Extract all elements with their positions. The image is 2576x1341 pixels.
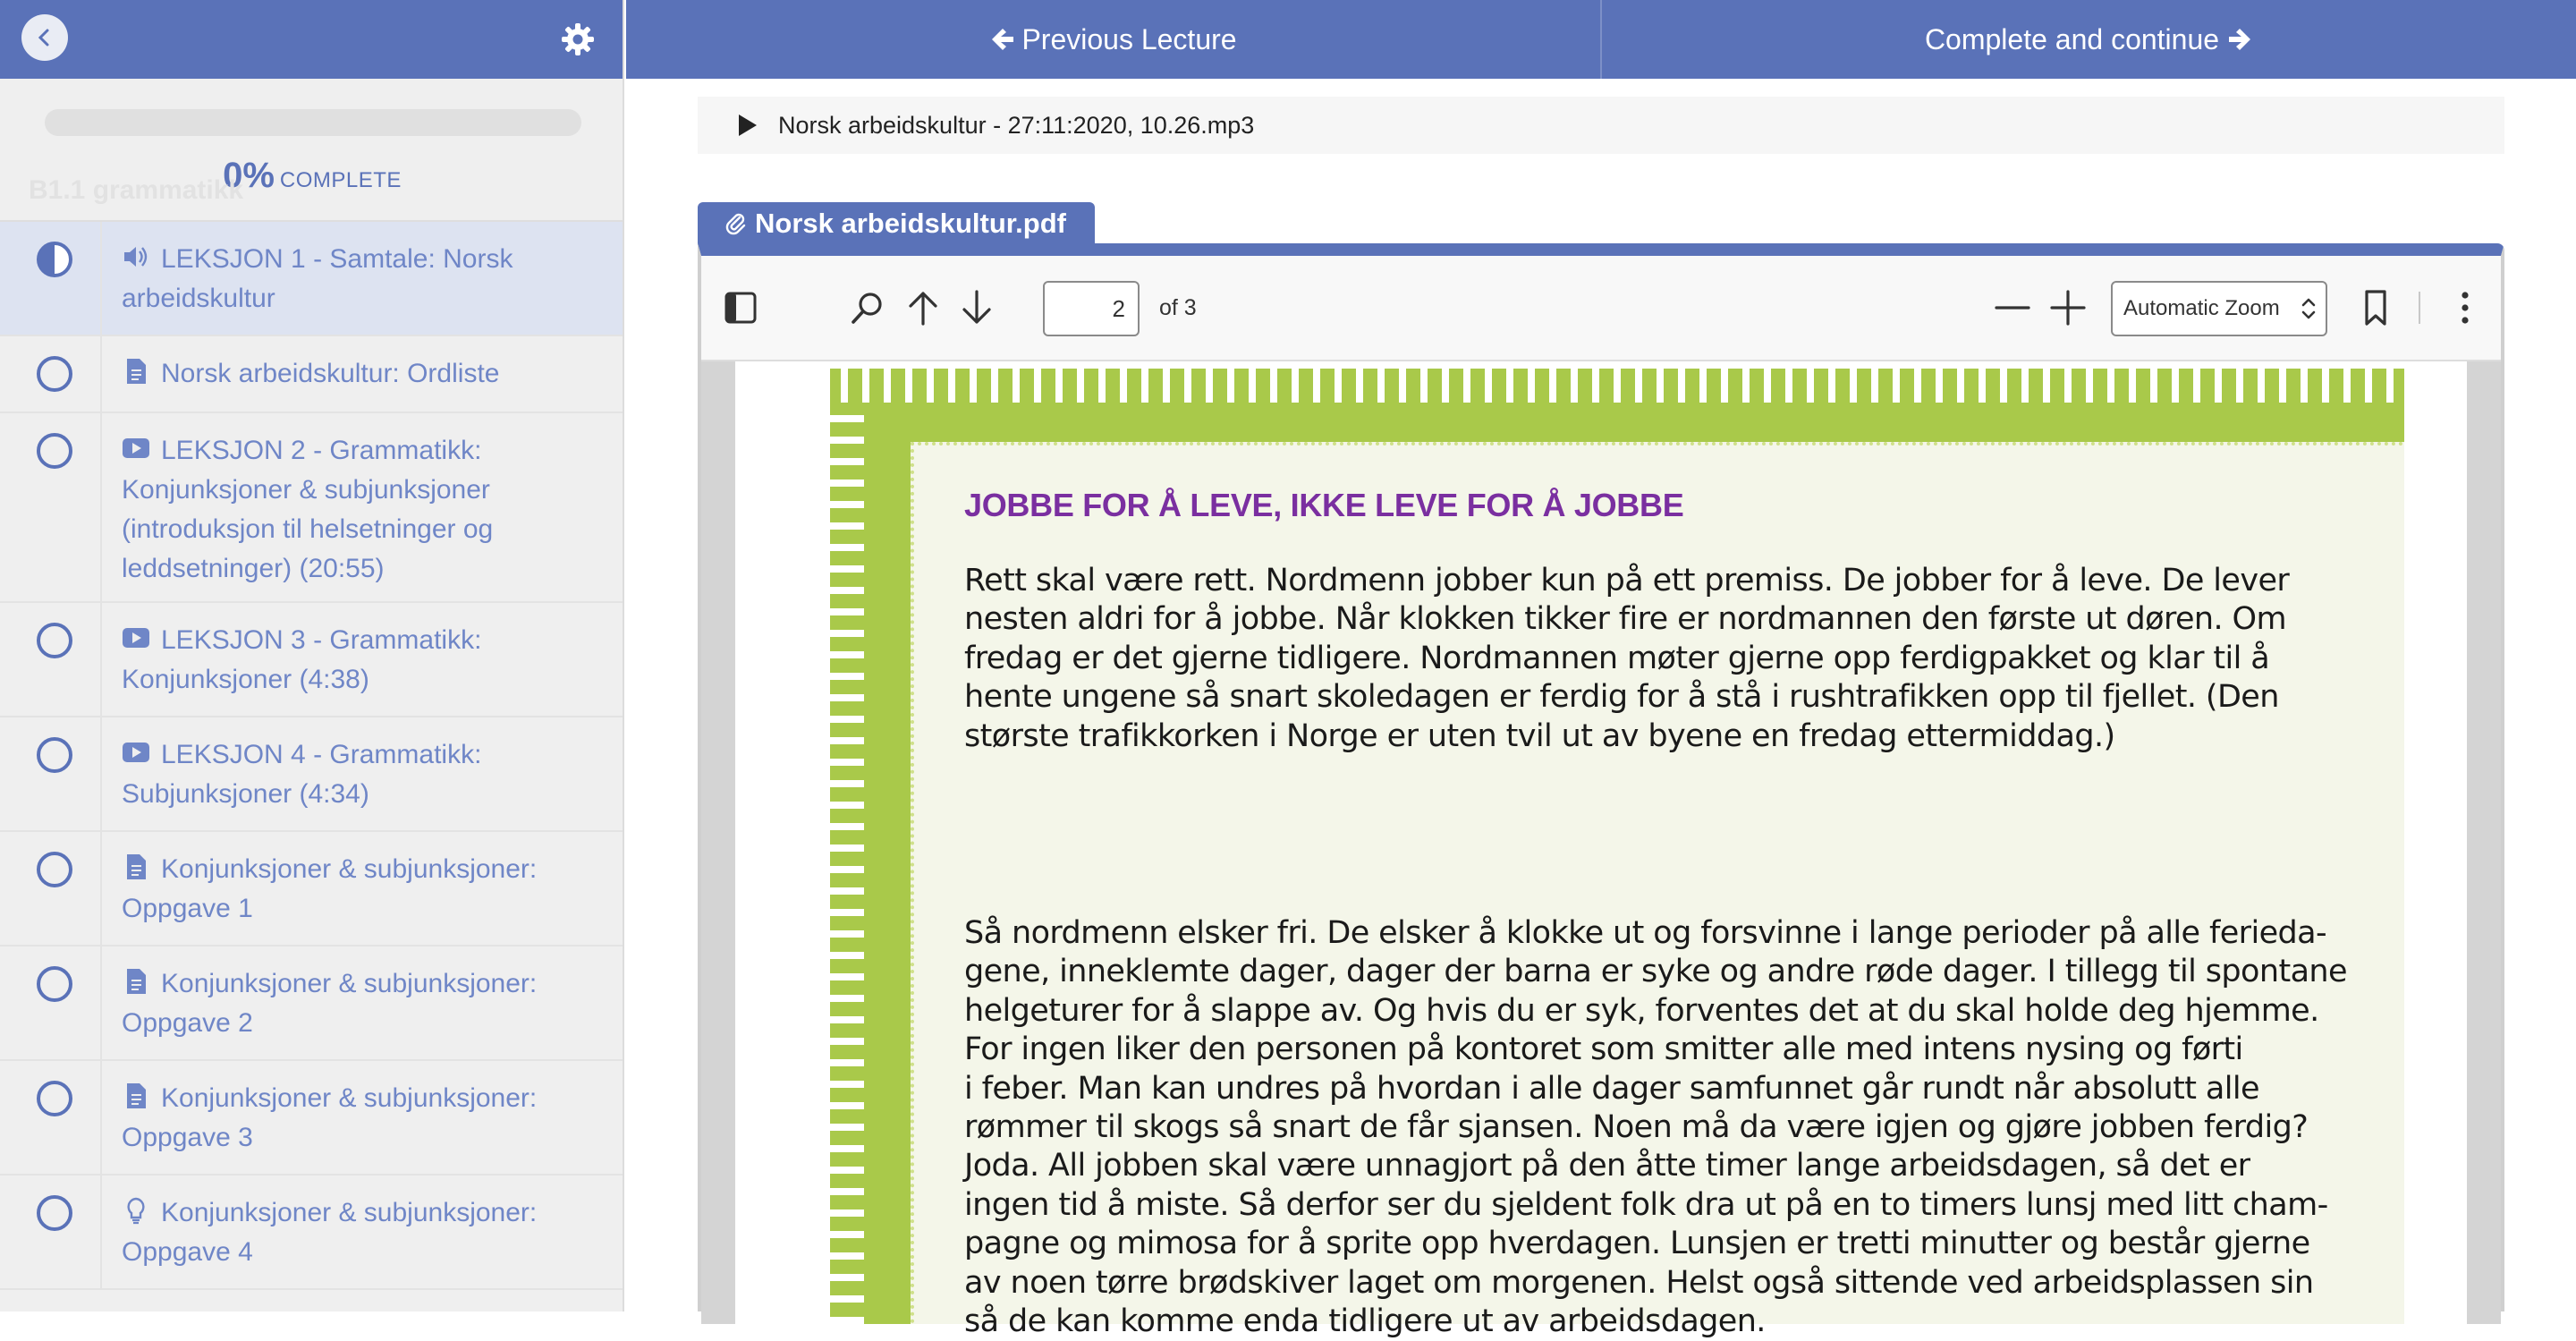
course-title: B1.1 grammatikk [29, 175, 244, 205]
paperclip-icon [724, 212, 748, 235]
document-title: JOBBE FOR Å LEVE, IKKE LEVE FOR Å JOBBE [964, 487, 1684, 523]
arrow-right-icon [2226, 26, 2253, 53]
course-sidebar [0, 0, 624, 1311]
lesson-item-body [102, 832, 623, 945]
document-line: Så nordmenn elsker fri. De elsker å klokke ut og forsvinne i lange perioder på alle ferieda- [964, 915, 2327, 951]
lesson-item-body [102, 336, 623, 412]
gear-icon [560, 21, 596, 57]
document-icon [122, 357, 150, 386]
lesson-item-label: Konjunksjoner & subjunksjoner: Oppgave 2 [122, 969, 538, 1038]
lesson-item[interactable] [0, 1175, 623, 1290]
plus-icon [2048, 288, 2088, 327]
lesson-item-label: LEKSJON 2 - Grammatikk: Konjunksjoner & subjunksjoner (introduksjon til helsetninger og leddsetninger) (20:55) [122, 436, 494, 583]
page-count: of 3 [1159, 295, 1197, 320]
document-line: nesten aldri for å jobbe. Når klokken tikker fire er nordmannen den første ut døren. Om [964, 601, 2286, 638]
lesson-item-label: Norsk arbeidskultur: Ordliste [161, 359, 500, 388]
document-line: fredag er det gjerne tidligere. Nordmannen møter gjerne opp ferdigpakket og klar til å [964, 640, 2270, 676]
audio-filename: Norsk arbeidskultur - 27:11:2020, 10.26.mp3 [778, 111, 1255, 139]
lesson-item-body [102, 946, 623, 1059]
page-border-teeth-top [841, 369, 2404, 403]
document-line: i feber. Man kan undres på hvordan i alle dager samfunnet går rundt når absolutt alle [964, 1070, 2259, 1107]
document-line: For ingen liker den personen på kontoret som smitter alle med intens nysing og førti [964, 1031, 2243, 1068]
document-line: hente ungene så snart skoledagen er ferdig for å stå i rushtrafikken opp til fjellet. (Den [964, 679, 2279, 716]
empty-circle-icon [0, 336, 102, 412]
lesson-item[interactable] [0, 946, 623, 1061]
settings-button[interactable] [560, 21, 596, 57]
pdf-viewport[interactable] [701, 361, 2501, 1340]
lesson-item-body [102, 1175, 623, 1288]
next-page-button[interactable] [957, 288, 996, 327]
pdf-toolbar [701, 256, 2501, 361]
previous-page-button[interactable] [903, 288, 943, 327]
more-vertical-icon [2445, 288, 2485, 327]
arrow-up-icon [903, 288, 943, 327]
lesson-item[interactable] [0, 413, 623, 603]
select-caret-icon [2301, 295, 2317, 322]
lesson-item-body [102, 1061, 623, 1174]
lesson-item-label: LEKSJON 3 - Grammatikk: Konjunksjoner (4:38) [122, 625, 482, 694]
audio-attachment[interactable] [698, 97, 2504, 154]
video-icon [122, 738, 150, 767]
document-line: rømmer til skogs så snart de får sjansen. Noen må da være igjen og gjøre jobben ferdig? [964, 1109, 2309, 1146]
lesson-item[interactable] [0, 222, 623, 336]
back-button[interactable] [21, 14, 68, 61]
lesson-item-label: LEKSJON 1 - Samtale: Norsk arbeidskultur [122, 244, 513, 313]
empty-circle-icon [0, 603, 102, 716]
document-icon [122, 1082, 150, 1110]
previous-lecture-label: Previous Lecture [1021, 22, 1237, 55]
document-line: gene, inneklemte dager, dager der barna er syke og andre røde dager. I tillegg til spontane [964, 954, 2347, 990]
document-line: største trafikkorken i Norge er uten tvil ut av byene en fredag ettermiddag.) [964, 717, 2115, 754]
pdf-attachment-tab[interactable] [698, 202, 1095, 245]
progress-label: COMPLETE [279, 168, 402, 192]
empty-circle-icon [0, 946, 102, 1059]
half-circle-icon [0, 222, 102, 335]
document-line: helgeturer for å slappe av. Og hvis du er syk, forventes det at du skal holde deg hjemme. [964, 992, 2319, 1029]
lesson-item-body [102, 413, 623, 601]
progress-bar [45, 109, 581, 136]
lesson-item[interactable] [0, 717, 623, 832]
document-line: pagne og mimosa for å sprite opp hverdagen. Lunsjen er tretti minutter og består gjerne [964, 1226, 2310, 1262]
arrow-left-icon [989, 26, 1016, 53]
speaker-icon [122, 242, 150, 271]
pdf-viewer [698, 243, 2504, 1340]
lesson-item-label: Konjunksjoner & subjunksjoner: Oppgave 1 [122, 854, 538, 923]
zoom-out-button[interactable] [1993, 288, 2032, 327]
document-line: ingen tid å miste. Så derfor ser du sjeldent folk dra ut på en to timers lunsj med litt cham- [964, 1186, 2328, 1223]
more-tools-button[interactable] [2445, 288, 2485, 327]
complete-and-continue-label: Complete and continue [1924, 22, 2220, 55]
lesson-item[interactable] [0, 603, 623, 717]
find-button[interactable] [848, 288, 887, 327]
sidebar-toggle-button[interactable] [721, 288, 760, 327]
video-icon [122, 624, 150, 652]
lightbulb-icon [122, 1196, 150, 1225]
progress-percent: 0% [223, 156, 275, 195]
complete-and-continue-button[interactable] [1600, 0, 2576, 79]
empty-circle-icon [0, 832, 102, 945]
toolbar-divider [2419, 292, 2420, 324]
lesson-list [0, 222, 623, 1290]
minus-icon [1993, 288, 2032, 327]
zoom-in-button[interactable] [2048, 288, 2088, 327]
pdf-page [735, 361, 2467, 1340]
sidebar-header [0, 0, 623, 79]
lesson-item-label: LEKSJON 4 - Grammatikk: Subjunksjoner (4:34) [122, 740, 482, 809]
lecture-navigation [626, 0, 2576, 79]
document-paragraph-2 [964, 914, 2347, 1341]
document-line: så de kan komme enda tidligere ut av arbeidsdagen. [964, 1303, 1766, 1340]
lesson-item-body [102, 603, 623, 716]
video-icon [122, 434, 150, 463]
document-paragraph-1 [964, 562, 2290, 756]
empty-circle-icon [0, 1175, 102, 1288]
lesson-item[interactable] [0, 832, 623, 946]
lesson-item-body [102, 222, 623, 335]
bookmark-icon [2356, 288, 2395, 327]
document-line: Rett skal være rett. Nordmenn jobber kun på ett premiss. De jobber for å leve. De lever [964, 563, 2290, 598]
lesson-item-body [102, 717, 623, 830]
document-icon [122, 853, 150, 881]
document-line: Joda. All jobben skal være unnagjort på den åtte timer lange arbeidsdagen, så det er [964, 1148, 2250, 1184]
bookmark-button[interactable] [2356, 288, 2395, 327]
lesson-item-label: Konjunksjoner & subjunksjoner: Oppgave 4 [122, 1198, 538, 1267]
lesson-item-label: Konjunksjoner & subjunksjoner: Oppgave 3 [122, 1083, 538, 1152]
page-border-teeth-left [830, 410, 864, 1324]
search-icon [848, 288, 887, 327]
page-number-input[interactable]: 2 [1043, 281, 1140, 336]
empty-circle-icon [0, 1061, 102, 1174]
chevron-left-icon [35, 28, 55, 47]
lesson-item[interactable] [0, 1061, 623, 1175]
pdf-attachment-label: Norsk arbeidskultur.pdf [755, 208, 1066, 239]
previous-lecture-button[interactable] [626, 0, 1600, 79]
empty-circle-icon [0, 413, 102, 601]
play-icon[interactable] [739, 115, 757, 136]
lesson-item[interactable] [0, 336, 623, 413]
document-line: av noen tørre brødskiver laget om morgenen. Helst også sittende ved arbeidsplassen sin [964, 1264, 2314, 1301]
empty-circle-icon [0, 717, 102, 830]
zoom-select-value: Automatic Zoom [2123, 296, 2280, 320]
zoom-select[interactable] [2111, 281, 2327, 336]
arrow-down-icon [957, 288, 996, 327]
document-icon [122, 967, 150, 996]
sidebar-toggle-icon [721, 288, 760, 327]
